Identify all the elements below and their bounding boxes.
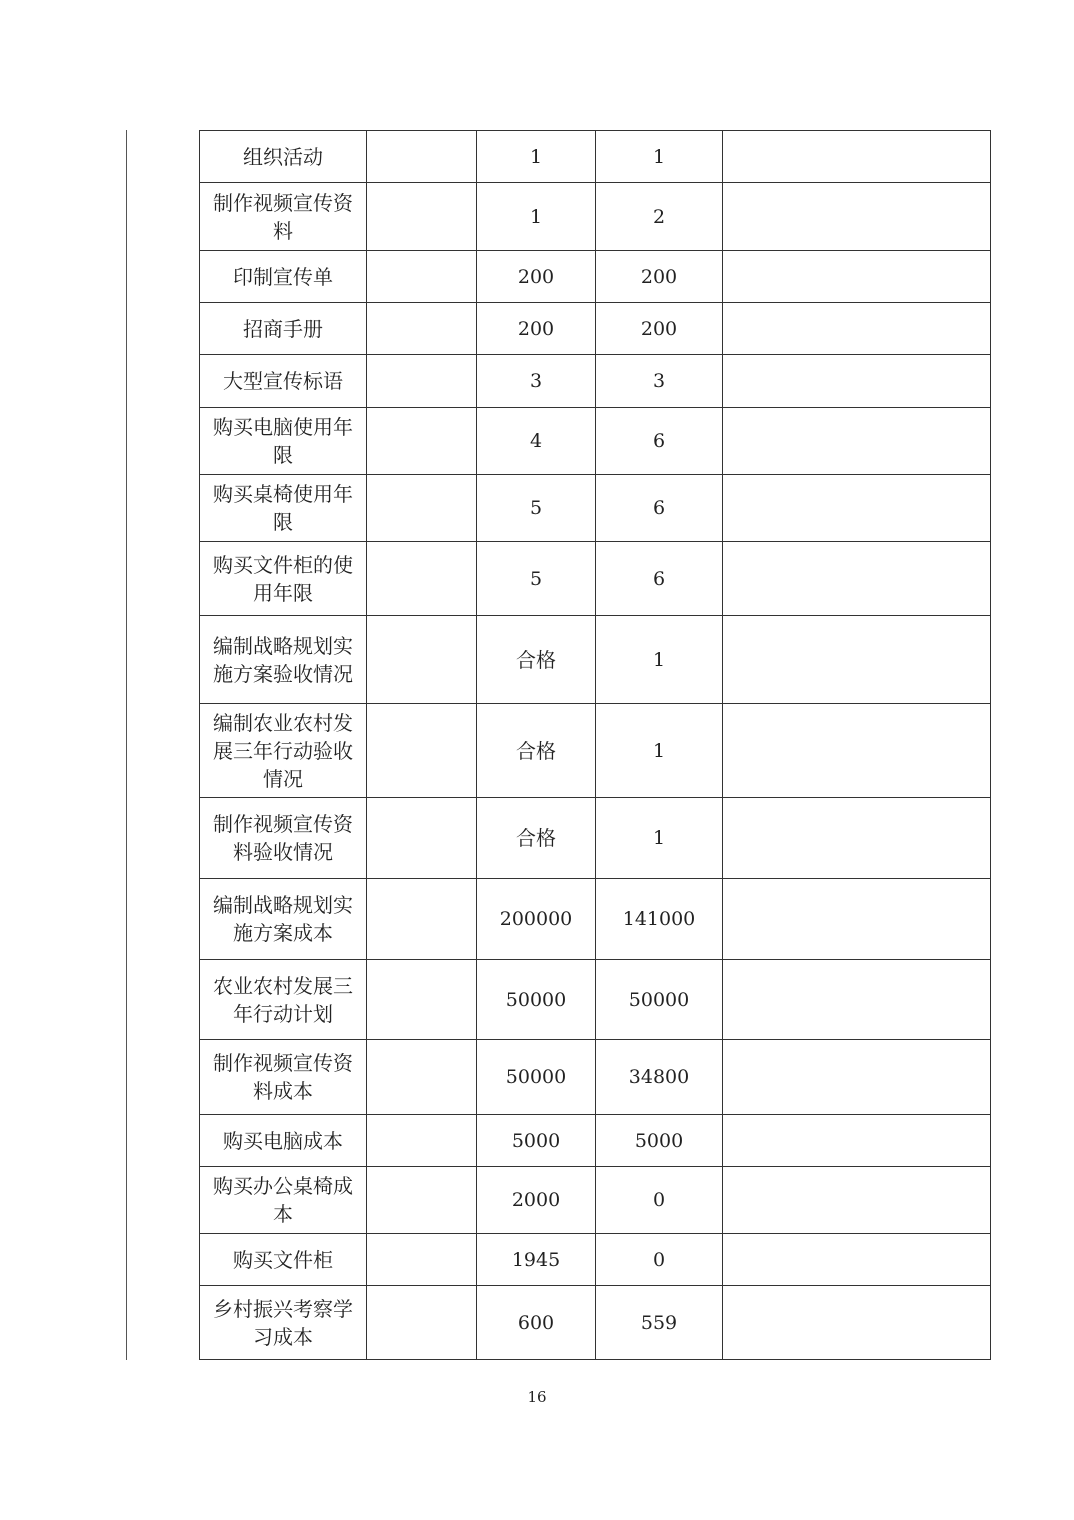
target-value: 200 (477, 303, 596, 355)
table-row (200, 616, 991, 704)
actual-value: 34800 (596, 1040, 723, 1115)
note (723, 542, 991, 616)
indicator-col2 (367, 355, 477, 408)
actual-value: 200 (596, 303, 723, 355)
indicator-name: 农业农村发展三年行动计划 (200, 960, 367, 1040)
note (723, 1115, 991, 1167)
note (723, 131, 991, 183)
note (723, 251, 991, 303)
table-row (200, 704, 991, 798)
actual-value: 1 (596, 131, 723, 183)
note (723, 303, 991, 355)
table-row (200, 879, 991, 960)
target-value: 1945 (477, 1234, 596, 1286)
table-row (200, 542, 991, 616)
target-value: 5 (477, 542, 596, 616)
table-row (200, 303, 991, 355)
indicator-col2 (367, 542, 477, 616)
actual-value: 6 (596, 542, 723, 616)
target-value: 600 (477, 1286, 596, 1360)
target-value: 5000 (477, 1115, 596, 1167)
indicator-name: 制作视频宣传资料验收情况 (200, 798, 367, 879)
indicator-name: 编制战略规划实施方案验收情况 (200, 616, 367, 704)
indicator-name: 印制宣传单 (200, 251, 367, 303)
indicator-col2 (367, 131, 477, 183)
note (723, 408, 991, 475)
indicator-col2 (367, 879, 477, 960)
indicator-col2 (367, 1234, 477, 1286)
target-value: 200000 (477, 879, 596, 960)
target-value: 1 (477, 131, 596, 183)
note (723, 1167, 991, 1234)
indicator-name: 大型宣传标语 (200, 355, 367, 408)
page-number: 16 (527, 1388, 547, 1406)
note (723, 475, 991, 542)
target-value: 3 (477, 355, 596, 408)
note (723, 355, 991, 408)
table-row (200, 1286, 991, 1360)
indicator-name: 购买文件柜的使用年限 (200, 542, 367, 616)
indicator-name: 组织活动 (200, 131, 367, 183)
actual-value: 1 (596, 798, 723, 879)
note (723, 616, 991, 704)
actual-value: 5000 (596, 1115, 723, 1167)
indicator-col2 (367, 475, 477, 542)
target-value: 1 (477, 183, 596, 251)
actual-value: 1 (596, 704, 723, 798)
target-value: 2000 (477, 1167, 596, 1234)
actual-value: 559 (596, 1286, 723, 1360)
actual-value: 6 (596, 408, 723, 475)
actual-value: 200 (596, 251, 723, 303)
table-row (200, 1040, 991, 1115)
table-row (200, 1234, 991, 1286)
indicator-name: 制作视频宣传资料成本 (200, 1040, 367, 1115)
actual-value: 141000 (596, 879, 723, 960)
note (723, 1040, 991, 1115)
table-row (200, 131, 991, 183)
actual-value: 3 (596, 355, 723, 408)
indicator-name: 购买办公桌椅成本 (200, 1167, 367, 1234)
table-row (200, 1167, 991, 1234)
note (723, 704, 991, 798)
target-value: 200 (477, 251, 596, 303)
table-row (200, 355, 991, 408)
note (723, 1234, 991, 1286)
actual-value: 6 (596, 475, 723, 542)
indicator-col2 (367, 960, 477, 1040)
note (723, 879, 991, 960)
indicator-col2 (367, 1167, 477, 1234)
indicator-name: 乡村振兴考察学习成本 (200, 1286, 367, 1360)
table-row (200, 251, 991, 303)
target-value: 50000 (477, 960, 596, 1040)
indicator-col2 (367, 303, 477, 355)
target-value: 合格 (477, 616, 596, 704)
indicator-col2 (367, 408, 477, 475)
indicator-name: 制作视频宣传资料 (200, 183, 367, 251)
indicator-col2 (367, 1115, 477, 1167)
indicator-col2 (367, 798, 477, 879)
table-row (200, 798, 991, 879)
indicator-name: 购买电脑成本 (200, 1115, 367, 1167)
indicator-name: 招商手册 (200, 303, 367, 355)
target-value: 5 (477, 475, 596, 542)
note (723, 183, 991, 251)
table-row (200, 475, 991, 542)
performance-indicator-table (199, 130, 991, 1360)
actual-value: 0 (596, 1167, 723, 1234)
table-row (200, 1115, 991, 1167)
actual-value: 1 (596, 616, 723, 704)
indicator-name: 购买桌椅使用年限 (200, 475, 367, 542)
indicator-col2 (367, 183, 477, 251)
target-value: 合格 (477, 704, 596, 798)
target-value: 4 (477, 408, 596, 475)
target-value: 合格 (477, 798, 596, 879)
note (723, 1286, 991, 1360)
actual-value: 50000 (596, 960, 723, 1040)
indicator-name: 购买文件柜 (200, 1234, 367, 1286)
actual-value: 2 (596, 183, 723, 251)
note (723, 798, 991, 879)
indicator-col2 (367, 616, 477, 704)
table-row (200, 408, 991, 475)
indicator-name: 编制战略规划实施方案成本 (200, 879, 367, 960)
actual-value: 0 (596, 1234, 723, 1286)
indicator-name: 购买电脑使用年限 (200, 408, 367, 475)
indicator-name: 编制农业农村发展三年行动验收情况 (200, 704, 367, 798)
left-margin-line (126, 130, 127, 1360)
indicator-col2 (367, 1040, 477, 1115)
indicator-col2 (367, 704, 477, 798)
table-row (200, 183, 991, 251)
indicator-col2 (367, 251, 477, 303)
target-value: 50000 (477, 1040, 596, 1115)
indicator-col2 (367, 1286, 477, 1360)
table-row (200, 960, 991, 1040)
note (723, 960, 991, 1040)
